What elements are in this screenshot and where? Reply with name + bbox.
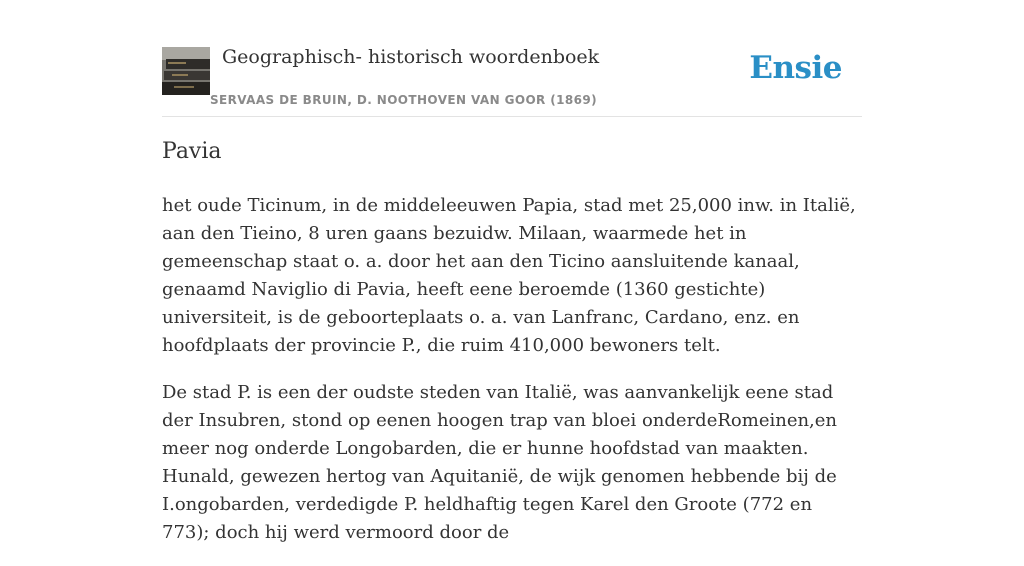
entry-paragraph: De stad P. is een der oudste steden van Italië, was aanvankelijk eene stad der Insubren, stond op eenen hoogen trap van bloei onderdeRomeinen,en meer nog onderde Longobarden, die er hunne hoofdstad van maakten. Hunald, gewezen hertog van Aquitanië, de wijk genomen hebbende bij de I.ongobarden, verdedigde P. heldhaftig tegen Karel den Groote (772 en 773); doch hij werd vermoord door de [162, 382, 838, 543]
entry-body [162, 192, 862, 566]
book-title[interactable]: Geographisch- historisch woordenboek [222, 46, 600, 68]
entry-title: Pavia [162, 139, 222, 164]
source-header [162, 40, 862, 117]
book-author: SERVAAS DE BRUIN, D. NOOTHOVEN VAN GOOR (1869) [210, 93, 598, 107]
book-spines-icon [162, 47, 210, 95]
book-avatar[interactable] [162, 47, 210, 95]
ensie-logo-link[interactable]: Ensie [749, 50, 842, 86]
entry-paragraph: het oude Ticinum, in de middeleeuwen Papia, stad met 25,000 inw. in Italië, aan den Tieino, 8 uren gaans bezuidw. Milaan, waarmede het in gemeenschap staat o. a. door het aan den Ticino aansluitende kanaal, genaamd Naviglio di Pavia, heeft eene beroemde (1360 gestichte) universiteit, is de geboorteplaats o. a. van Lanfranc, Cardano, enz. en hoofdplaats der provincie P., die ruim 410,000 bewoners telt. [162, 195, 856, 356]
